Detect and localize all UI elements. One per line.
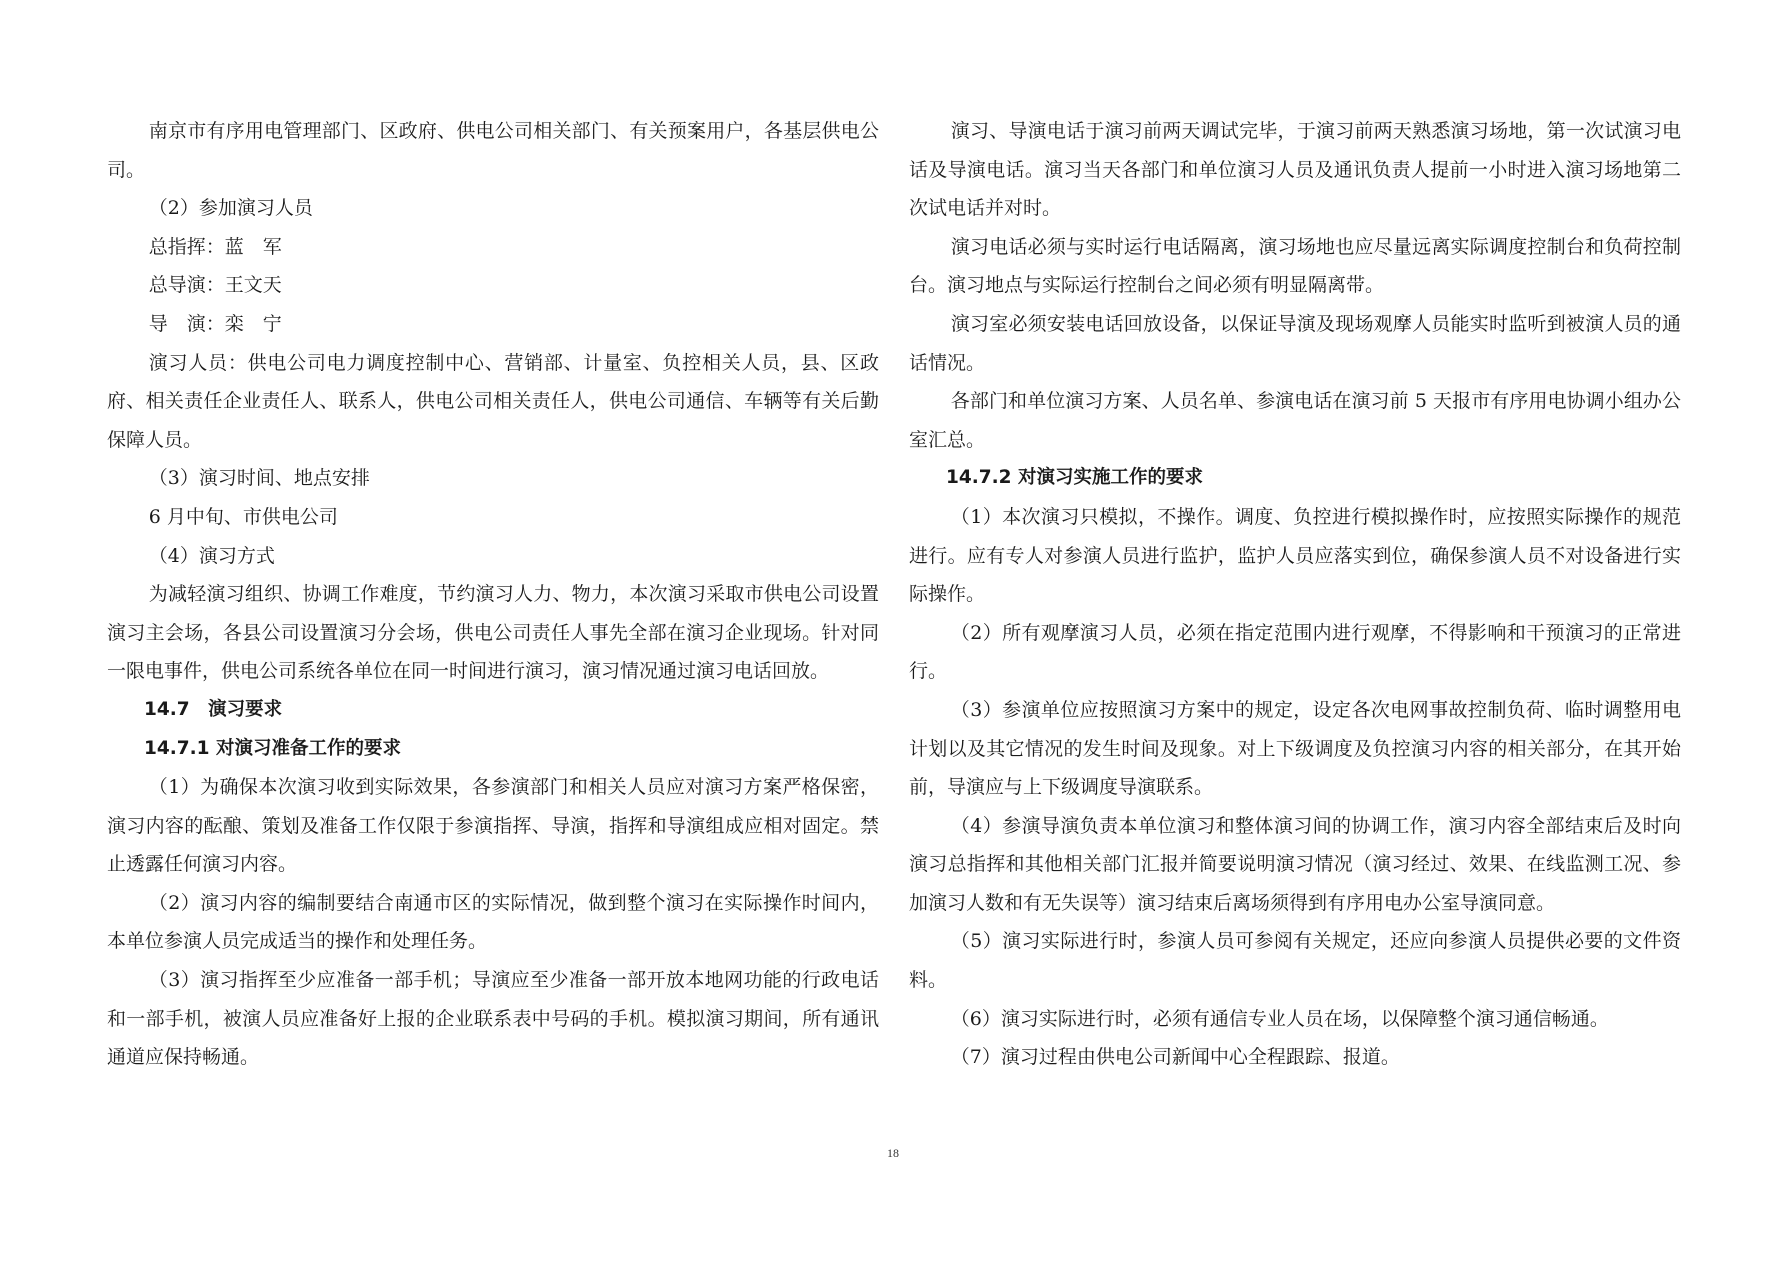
- paragraph: 各部门和单位演习方案、人员名单、参演电话在演习前 5 天报市有序用电协调小组办公室汇总。: [909, 390, 1681, 451]
- paragraph: 南京市有序用电管理部门、区政府、供电公司相关部门、有关预案用户，各基层供电公司。: [107, 120, 879, 181]
- list-item: 6 月中旬、市供电公司: [148, 505, 338, 528]
- paragraph: 演习室必须安装电话回放设备，以保证导演及现场观摩人员能实时监听到被演人员的通话情况。: [909, 312, 1681, 374]
- right-column: [909, 112, 1681, 1077]
- left-column: [107, 112, 879, 1077]
- list-item: （5）演习实际进行时，参演人员可参阅有关规定，还应向参演人员提供必要的文件资料。: [909, 930, 1681, 992]
- subsection-heading: 14.7.1 对演习准备工作的要求: [144, 737, 401, 759]
- list-item: （7）演习过程由供电公司新闻中心全程跟踪、报道。: [950, 1046, 1400, 1069]
- list-item: （2）演习内容的编制要结合南通市区的实际情况，做到整个演习在实际操作时间内，本单位参演人员完成适当的操作和处理任务。: [107, 891, 879, 953]
- list-item: （6）演习实际进行时，必须有通信专业人员在场，以保障整个演习通信畅通。: [950, 1007, 1609, 1030]
- list-item: （2）所有观摩演习人员，必须在指定范围内进行观摩，不得影响和干预演习的正常进行。: [909, 621, 1681, 683]
- section-heading: 14.7 演习要求: [144, 698, 283, 720]
- paragraph: 导 演：栾 宁: [148, 312, 282, 335]
- paragraph: 演习、导演电话于演习前两天调试完毕，于演习前两天熟悉演习场地，第一次试演习电话及导演电话。演习当天各部门和单位演习人员及通讯负责人提前一小时进入演习场地第二次试电话并对时。: [909, 120, 1681, 220]
- list-item: （4）参演导演负责本单位演习和整体演习间的协调工作，演习内容全部结束后及时向演习总指挥和其他相关部门汇报并简要说明演习情况（演习经过、效果、在线监测工况、参加演习人数和有无失误等）演习结束后离场须得到有序用电办公室导演同意。: [909, 814, 1681, 914]
- paragraph: 为减轻演习组织、协调工作难度，节约演习人力、物力，本次演习采取市供电公司设置演习主会场，各县公司设置演习分会场，供电公司责任人事先全部在演习企业现场。针对同一限电事件，供电公司系统各单位在同一时间进行演习，演习情况通过演习电话回放。: [107, 583, 879, 683]
- list-item: （1）本次演习只模拟，不操作。调度、负控进行模拟操作时，应按照实际操作的规范进行。应有专人对参演人员进行监护，监护人员应落实到位，确保参演人员不对设备进行实际操作。: [909, 505, 1681, 606]
- paragraph: 总导演：王文天: [148, 274, 282, 297]
- list-item: （3）演习指挥至少应准备一部手机；导演应至少准备一部开放本地网功能的行政电话和一部手机，被演人员应准备好上报的企业联系表中号码的手机。模拟演习期间，所有通讯通道应保持畅通。: [107, 969, 879, 1069]
- paragraph: 演习电话必须与实时运行电话隔离，演习场地也应尽量远离实际调度控制台和负荷控制台。演习地点与实际运行控制台之间必须有明显隔离带。: [909, 235, 1681, 297]
- list-item: （1）为确保本次演习收到实际效果，各参演部门和相关人员应对演习方案严格保密，演习内容的酝酿、策划及准备工作仅限于参演指挥、导演，指挥和导演组成应相对固定。禁止透露任何演习内容。: [107, 776, 879, 876]
- list-item: （3）演习时间、地点安排: [148, 467, 370, 490]
- list-item: （4）演习方式: [148, 544, 275, 567]
- page-number: 18: [887, 1146, 899, 1160]
- list-item: （2）参加演习人员: [148, 197, 313, 220]
- paragraph: 演习人员：供电公司电力调度控制中心、营销部、计量室、负控相关人员，县、区政府、相关责任企业责任人、联系人，供电公司相关责任人，供电公司通信、车辆等有关后勤保障人员。: [107, 351, 879, 451]
- paragraph: 总指挥：蓝 军: [148, 235, 282, 258]
- list-item: （3）参演单位应按照演习方案中的规定，设定各次电网事故控制负荷、临时调整用电计划以及其它情况的发生时间及现象。对上下级调度及负控演习内容的相关部分，在其开始前，导演应与上下级调度导演联系。: [909, 698, 1681, 799]
- subsection-heading: 14.7.2 对演习实施工作的要求: [946, 467, 1203, 489]
